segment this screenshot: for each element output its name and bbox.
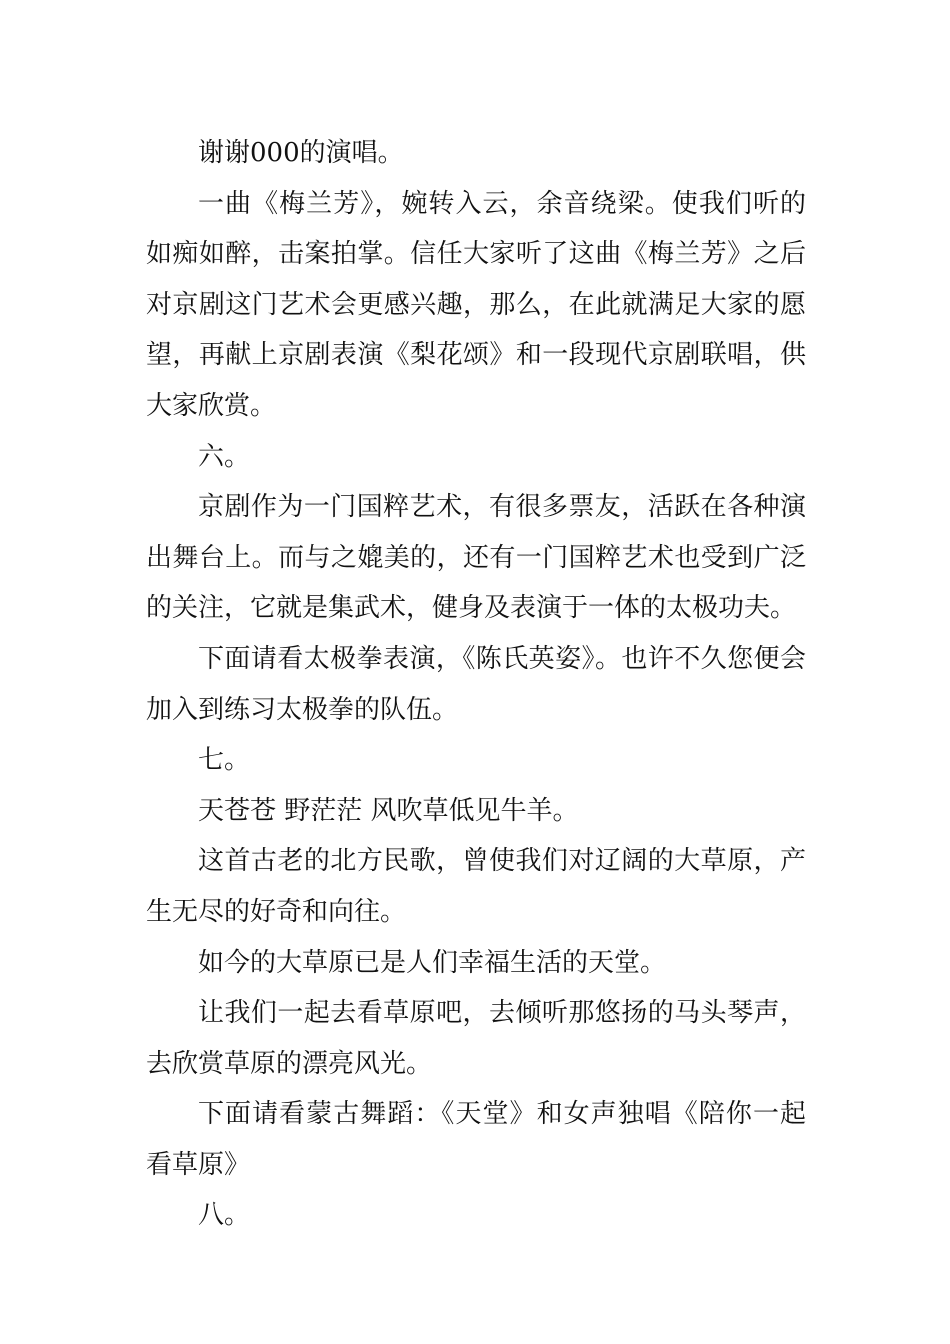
paragraph-grassland-today: 如今的大草原已是人们幸福生活的天堂。 xyxy=(198,947,667,978)
paragraph-mongolian-dance: 下面请看蒙古舞蹈：《天堂》和女声独唱《陪你一起看草原》 xyxy=(146,1099,806,1180)
paragraph-meilanfang: 一曲《梅兰芳》，婉转入云，余音绕梁。使我们听的如痴如醉，击案拍掌。信任大家听了这曲《梅兰芳》之后对京剧这门艺术会更感兴趣，那么，在此就满足大家的愿望，再献上京剧表演《梨花颂》和一段现代京剧联唱，供大家欣赏。 xyxy=(146,188,806,421)
paragraph-folk-song-verse: 天苍苍 野茫茫 风吹草低见牛羊。 xyxy=(198,795,579,826)
paragraph-taiji: 下面请看太极拳表演，《陈氏英姿》。也许不久您便会加入到练习太极拳的队伍。 xyxy=(146,643,806,725)
paragraph-thanks: 谢谢000的演唱。 xyxy=(198,138,404,168)
section-heading-eight: 八。 xyxy=(198,1200,251,1231)
paragraph-visit-grassland: 让我们一起去看草原吧，去倾听那悠扬的马头琴声，去欣赏草原的漂亮风光。 xyxy=(146,998,806,1079)
document-body xyxy=(146,128,806,1241)
paragraph-peking-opera: 京剧作为一门国粹艺术，有很多票友，活跃在各种演出舞台上。而与之媲美的，还有一门国粹艺术也受到广泛的关注，它就是集武术，健身及表演于一体的太极功夫。 xyxy=(146,492,806,624)
paragraph-northern-folk-song: 这首古老的北方民歌，曾使我们对辽阔的大草原，产生无尽的好奇和向往。 xyxy=(146,846,806,927)
section-heading-seven: 七。 xyxy=(198,745,251,776)
section-heading-six: 六。 xyxy=(198,441,251,472)
